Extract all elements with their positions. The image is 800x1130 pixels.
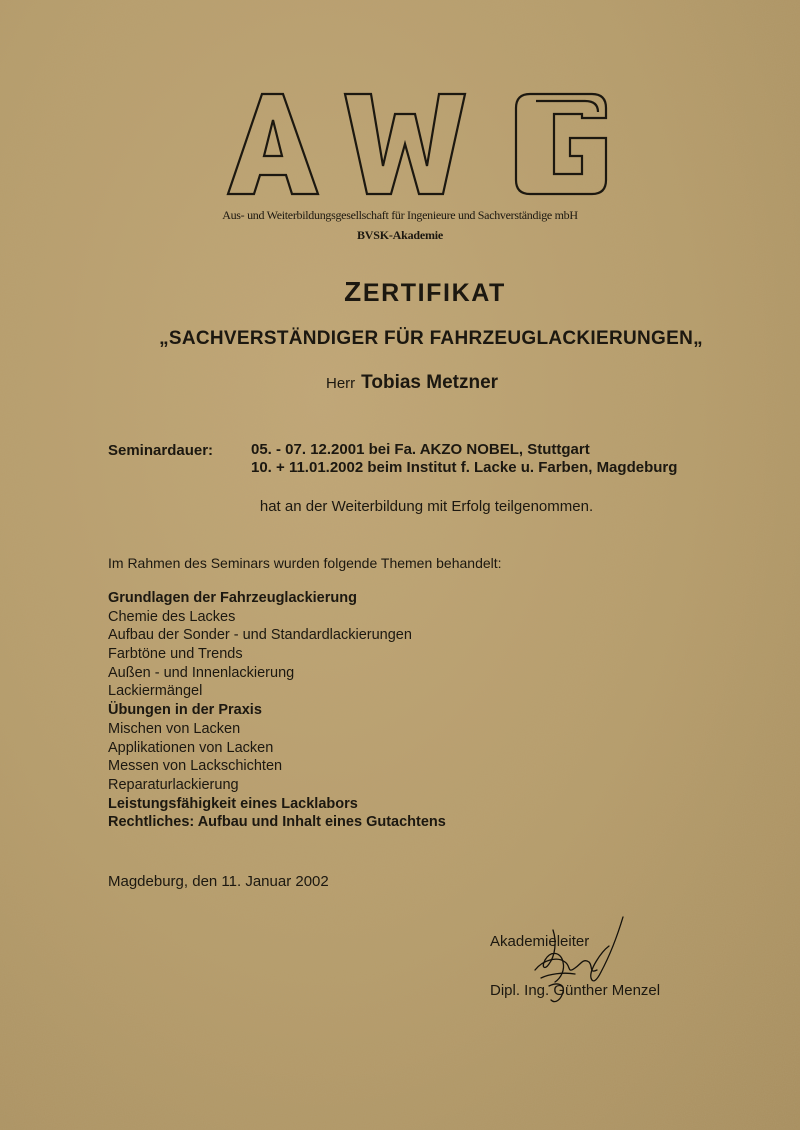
certificate-title [0,276,800,308]
course-title: „SACHVERSTÄNDIGER FÜR FAHRZEUGLACKIERUNGEN„ [159,328,703,349]
seminar-duration-label: Seminardauer: [108,442,214,459]
signature-icon [505,912,645,1007]
topic-item: Reparaturlackierung [108,776,239,793]
signatory-name: Dipl. Ing. Günther Menzel [490,982,661,999]
topic-heading: Grundlagen der Fahrzeuglackierung [108,590,357,606]
topics-intro: Im Rahmen des Seminars wurden folgende Themen behandelt: [108,555,502,571]
topic-item: Lackiermängel [108,683,203,700]
topic-item: Chemie des Lackes [108,608,236,625]
place-and-date: Magdeburg, den 11. Januar 2002 [108,873,329,890]
title-rest: ERTIFIKAT [362,279,506,307]
title-initial: Z [344,276,363,307]
topic-item: Farbtöne und Trends [108,646,243,663]
topic-item: Außen - und Innenlackierung [108,664,295,681]
recipient-name: Tobias Metzner [361,372,499,393]
recipient-honorific: Herr [326,375,356,392]
recipient [326,372,498,394]
signatory-role: Akademieleiter [490,933,590,950]
completion-statement: hat an der Weiterbildung mit Erfolg teilgenommen. [259,498,594,515]
topics-list [108,589,446,832]
seminar-dates-2: 10. + 11.01.2002 beim Institut f. Lacke u. Farben, Magdeburg [251,459,678,476]
organization-name: Aus- und Weiterbildungsgesellschaft für Ingenieure und Sachverständige mbH [222,208,578,222]
academy-name: BVSK-Akademie [356,228,444,242]
topic-item: Applikationen von Lacken [108,739,274,756]
seminar-dates-1: 05. - 07. 12.2001 bei Fa. AKZO NOBEL, Stuttgart [251,441,590,458]
topic-item: Aufbau der Sonder - und Standardlackierungen [108,627,412,644]
topic-heading: Leistungsfähigkeit eines Lacklabors [108,795,358,812]
awg-logo [225,90,615,200]
topic-item: Messen von Lackschichten [108,758,283,775]
topic-heading: Übungen in der Praxis [108,702,262,719]
topic-item: Mischen von Lacken [108,720,241,737]
topic-heading: Rechtliches: Aufbau und Inhalt eines Gutachtens [108,814,446,831]
